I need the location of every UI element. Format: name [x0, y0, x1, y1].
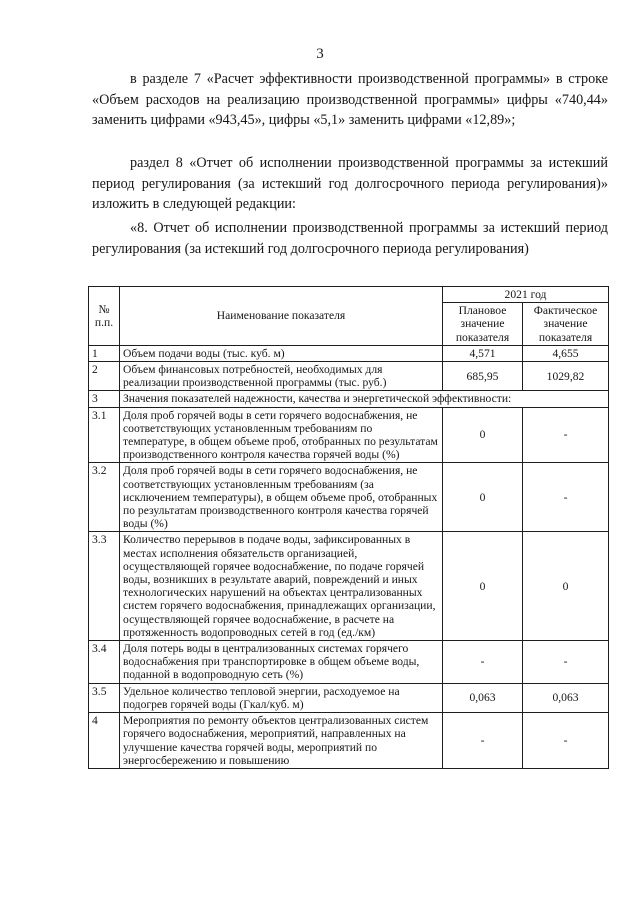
- row-num: 3.1: [89, 407, 120, 463]
- row-actual: 4,655: [523, 345, 609, 361]
- program-report-table: [88, 286, 609, 769]
- row-name: Значения показателей надежности, качества и энергетической эффективности:: [120, 391, 609, 407]
- row-actual: -: [523, 407, 609, 463]
- table-row: [89, 713, 609, 769]
- row-num: 1: [89, 345, 120, 361]
- row-actual: -: [523, 463, 609, 532]
- row-num: 3.2: [89, 463, 120, 532]
- header-actual: Фактическое значение показателя: [523, 303, 609, 346]
- amendment-paragraph-section-7: в разделе 7 «Расчет эффективности производственной программы» в строке «Объем расходов на реализацию производственной программы» цифры «740,44» заменить цифрами «943,45», цифры «5,1» заменить цифрами «12,89»;: [92, 71, 608, 129]
- table-header-row: [89, 287, 609, 303]
- amendment-paragraph-section-8: раздел 8 «Отчет об исполнении производственной программы за истекший период регулирования (за истекший год долгосрочного периода регулирования)» изложить в следующей редакции:: [92, 155, 608, 213]
- table-row: [89, 683, 609, 712]
- header-name: Наименование показателя: [120, 287, 443, 346]
- row-name: Доля проб горячей воды в сети горячего водоснабжения, не соответствующих установленным требованиям (за исключением температуры), в общем объеме проб, отобранных по результатам производственного контроля качества горячей воды (%): [120, 463, 443, 532]
- row-name: Доля потерь воды в централизованных системах горячего водоснабжения при транспортировке в общем объеме воды, поданной в водопроводную сеть (%): [120, 641, 443, 684]
- row-num: 3.5: [89, 683, 120, 712]
- row-num: 3.3: [89, 532, 120, 641]
- row-planned: 0: [443, 463, 523, 532]
- row-planned: -: [443, 641, 523, 684]
- table-row: [89, 463, 609, 532]
- table-row: [89, 362, 609, 391]
- row-name: Мероприятия по ремонту объектов централизованных систем горячего водоснабжения, мероприятий, направленных на улучшение качества горячей воды, мероприятий по энергосбережению и повышению: [120, 713, 443, 769]
- row-planned: 0: [443, 532, 523, 641]
- section-8-heading: «8. Отчет об исполнении производственной программы за истекший период регулирования (за истекший год долгосрочного периода регулирования): [92, 220, 608, 257]
- row-num: 3: [89, 391, 120, 407]
- row-name: Количество перерывов в подаче воды, зафиксированных в местах исполнения обязательств организацией, осуществляющей горячее водоснабжение, по подаче горячей воды, возникших в результате аварий, повреждений и иных технологических нарушений на объектах централизованных систем горячего водоснабжения, принадлежащих организации, осуществляющей горячее водоснабжение, в расчете на протяженность водопроводных сетей в год (ед./км): [120, 532, 443, 641]
- row-actual: -: [523, 641, 609, 684]
- header-year: 2021 год: [443, 287, 609, 303]
- row-planned: 4,571: [443, 345, 523, 361]
- table-row: [89, 641, 609, 684]
- header-planned: Плановое значение показателя: [443, 303, 523, 346]
- row-planned: 0: [443, 407, 523, 463]
- page-number: 3: [316, 46, 324, 62]
- row-name: Доля проб горячей воды в сети горячего водоснабжения, не соответствующих установленным требованиям по температуре, в общем объеме проб, отобранных по результатам производственного контроля качества горячей воды (%): [120, 407, 443, 463]
- row-actual: -: [523, 713, 609, 769]
- row-planned: -: [443, 713, 523, 769]
- row-num: 2: [89, 362, 120, 391]
- header-num: № п.п.: [89, 287, 120, 346]
- table-row: [89, 407, 609, 463]
- row-actual: 0,063: [523, 683, 609, 712]
- row-planned: 685,95: [443, 362, 523, 391]
- table-row: [89, 345, 609, 361]
- row-num: 3.4: [89, 641, 120, 684]
- row-name: Объем финансовых потребностей, необходимых для реализации производственной программы (тыс. руб.): [120, 362, 443, 391]
- table-row: [89, 532, 609, 641]
- row-actual: 1029,82: [523, 362, 609, 391]
- row-actual: 0: [523, 532, 609, 641]
- row-planned: 0,063: [443, 683, 523, 712]
- row-num: 4: [89, 713, 120, 769]
- row-name: Объем подачи воды (тыс. куб. м): [120, 345, 443, 361]
- row-name: Удельное количество тепловой энергии, расходуемое на подогрев горячей воды (Гкал/куб. м): [120, 683, 443, 712]
- table-row: [89, 391, 609, 407]
